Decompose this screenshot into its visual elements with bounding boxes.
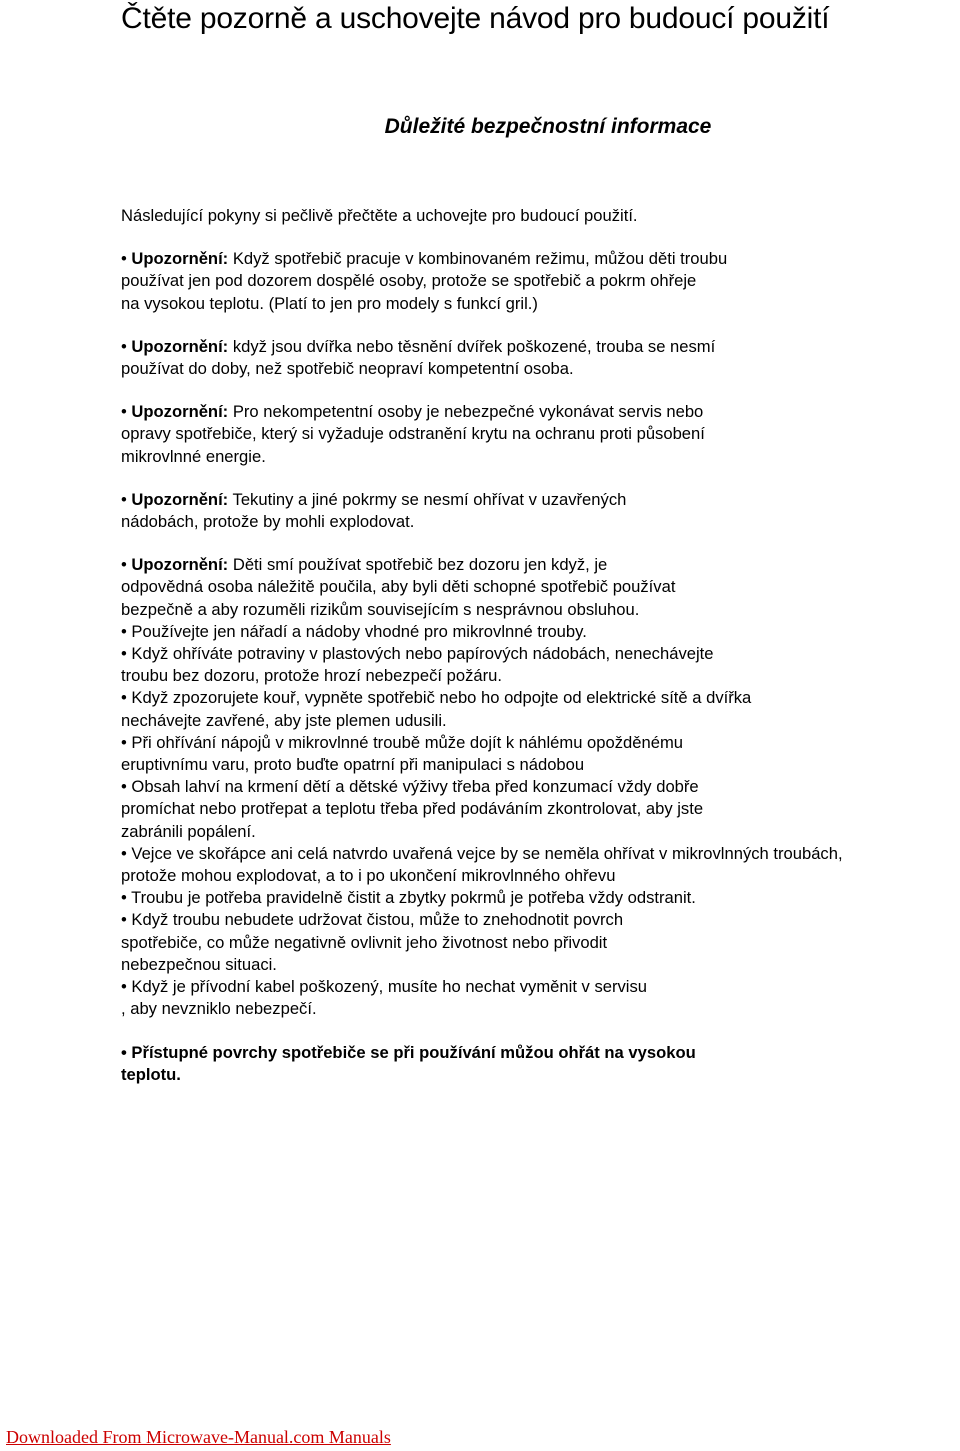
warning-line: bezpečně a aby rozuměli rizikům souvisejícím s nesprávnou obsluhou. bbox=[121, 599, 640, 619]
warning-line: • Upozornění: Děti smí používat spotřebič bez dozoru jen když, je bbox=[121, 555, 608, 575]
warning-text: Tekutiny a jiné pokrmy se nesmí ohřívat v uzavřených bbox=[228, 489, 627, 509]
final-warning bbox=[121, 1042, 960, 1086]
warning-text: když jsou dvířka nebo těsnění dvířek poškozené, trouba se nesmí bbox=[228, 336, 716, 356]
warning-line: používat do doby, než spotřebič neopraví kompetentní osoba. bbox=[121, 359, 574, 379]
warning-line: • Upozornění: když jsou dvířka nebo těsnění dvířek poškozené, trouba se nesmí bbox=[121, 336, 716, 356]
list-item-line: nechávejte zavřené, aby jste plemen udusili. bbox=[121, 710, 447, 730]
warning-group bbox=[121, 554, 960, 1020]
warning-item bbox=[121, 248, 960, 315]
list-item-line: nebezpečnou situaci. bbox=[121, 954, 277, 974]
list-item: • Když zpozorujete kouř, vypněte spotřebič nebo ho odpojte od elektrické sítě a dvířka bbox=[121, 688, 752, 708]
section-heading: Důležité bezpečnostní informace bbox=[384, 115, 712, 138]
list-item: • Když ohříváte potraviny v plastových nebo papírových nádobách, nenechávejte bbox=[121, 644, 714, 664]
warning-label: Upozornění: bbox=[131, 402, 229, 422]
warning-item bbox=[121, 401, 960, 468]
warning-label: Upozornění: bbox=[131, 336, 229, 356]
footer-download-link[interactable]: Downloaded From Microwave-Manual.com Manuals bbox=[6, 1427, 391, 1447]
list-item: • Troubu je potřeba pravidelně čistit a zbytky pokrmů je potřeba vždy odstranit. bbox=[121, 888, 696, 908]
warning-text: Děti smí používat spotřebič bez dozoru jen když, je bbox=[228, 555, 608, 575]
list-item-line: eruptivnímu varu, proto buďte opatrní při manipulaci s nádobou bbox=[121, 755, 585, 775]
list-item-line: spotřebiče, co může negativně ovlivnit jeho životnost nebo přivodit bbox=[121, 932, 608, 952]
page-title: Čtěte pozorně a uschovejte návod pro budoucí použití bbox=[121, 2, 830, 35]
list-item-line: protože mohou explodovat, a to i po ukončení mikrovlnného ohřevu bbox=[121, 866, 616, 886]
list-item-line: zabránili popálení. bbox=[121, 821, 256, 841]
list-item: • Při ohřívání nápojů v mikrovlnné troubě může dojít k náhlému opožděnému bbox=[121, 732, 684, 752]
warning-label: Upozornění: bbox=[131, 555, 229, 575]
warning-line: mikrovlnné energie. bbox=[121, 446, 266, 466]
list-item-line: troubu bez dozoru, protože hrozí nebezpečí požáru. bbox=[121, 666, 502, 686]
list-item: • Když troubu nebudete udržovat čistou, může to znehodnotit povrch bbox=[121, 910, 624, 930]
final-warning-line: teplotu. bbox=[121, 1064, 181, 1084]
warning-item bbox=[121, 336, 960, 380]
document-body bbox=[121, 205, 960, 1086]
warning-line: opravy spotřebiče, který si vyžaduje odstranění krytu na ochranu proti působení bbox=[121, 424, 705, 444]
warning-line: • Upozornění: Tekutiny a jiné pokrmy se nesmí ohřívat v uzavřených bbox=[121, 489, 627, 509]
warning-line: na vysokou teplotu. (Platí to jen pro modely s funkcí gril.) bbox=[121, 293, 538, 313]
list-item: • Když je přívodní kabel poškozený, musíte ho nechat vyměnit v servisu bbox=[121, 977, 648, 997]
list-item-line: , aby nevzniklo nebezpečí. bbox=[121, 999, 317, 1019]
intro-paragraph bbox=[121, 205, 960, 227]
warning-item bbox=[121, 489, 960, 533]
warning-line: odpovědná osoba náležitě poučila, aby byli děti schopné spotřebič používat bbox=[121, 577, 676, 597]
list-item-line: promíchat nebo protřepat a teplotu třeba před podáváním zkontrolovat, aby jste bbox=[121, 799, 704, 819]
warning-text: Když spotřebič pracuje v kombinovaném režimu, můžou děti troubu bbox=[228, 249, 728, 269]
warning-label: Upozornění: bbox=[131, 489, 229, 509]
list-item: • Používejte jen nářadí a nádoby vhodné pro mikrovlnné trouby. bbox=[121, 621, 587, 641]
list-item: • Vejce ve skořápce ani celá natvrdo uvařená vejce by se neměla ohřívat v mikrovlnných troubách, bbox=[121, 843, 843, 863]
warning-line: používat jen pod dozorem dospělé osoby, protože se spotřebič a pokrm ohřeje bbox=[121, 271, 697, 291]
warning-line: nádobách, protože by mohli explodovat. bbox=[121, 512, 415, 532]
list-item: • Obsah lahví na krmení dětí a dětské výživy třeba před konzumací vždy dobře bbox=[121, 777, 699, 797]
warning-line: • Upozornění: Pro nekompetentní osoby je nebezpečné vykonávat servis nebo bbox=[121, 402, 704, 422]
final-warning-line: • Přístupné povrchy spotřebiče se při používání můžou ohřát na vysokou bbox=[121, 1042, 696, 1062]
warning-text: Pro nekompetentní osoby je nebezpečné vykonávat servis nebo bbox=[228, 402, 704, 422]
warning-label: Upozornění: bbox=[131, 249, 229, 269]
warning-line: • Upozornění: Když spotřebič pracuje v kombinovaném režimu, můžou děti troubu bbox=[121, 249, 728, 269]
intro-text: Následující pokyny si pečlivě přečtěte a uchovejte pro budoucí použití. bbox=[121, 206, 638, 225]
